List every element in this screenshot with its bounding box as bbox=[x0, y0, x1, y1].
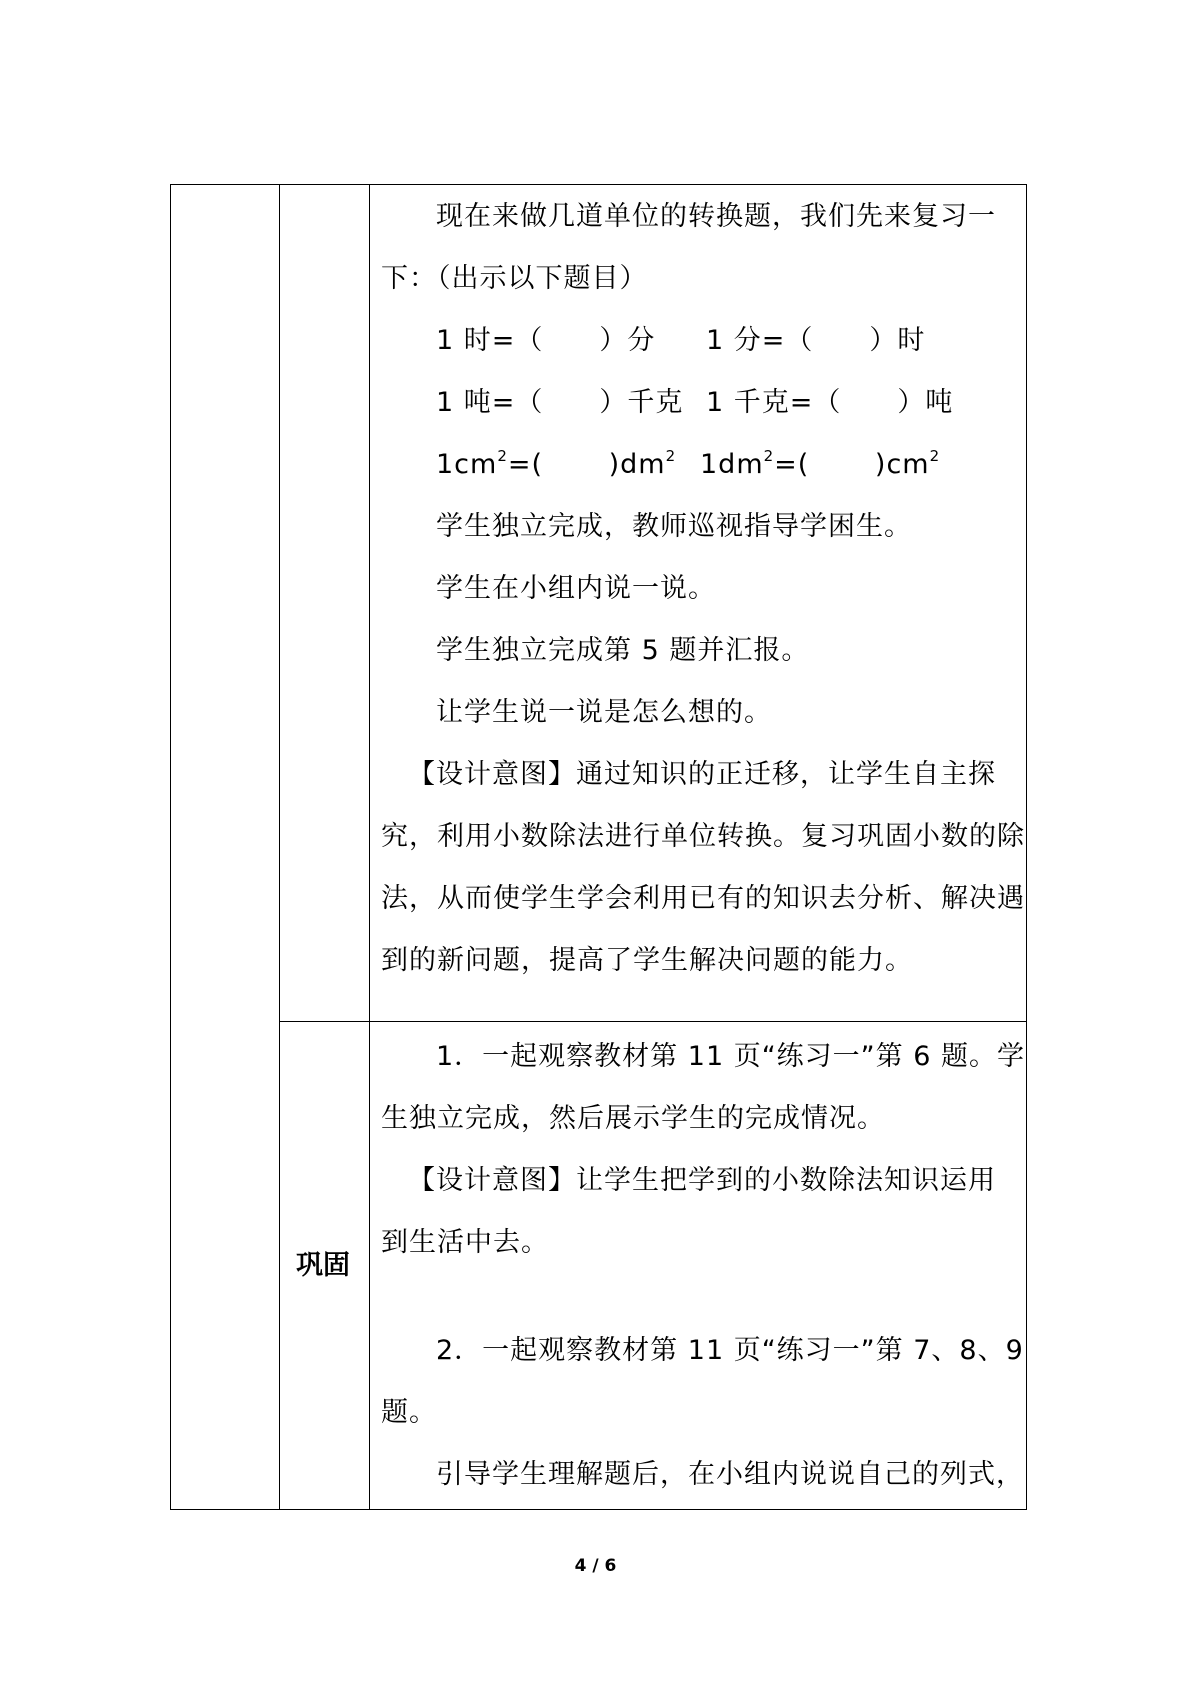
row1-text-3: 学生独立完成第 5 题并汇报。 bbox=[436, 635, 810, 666]
row1-text-1: 学生独立完成，教师巡视指导学困生。 bbox=[436, 511, 912, 542]
row1-text-6: 究，利用小数除法进行单位转换。复习巩固小数的除 bbox=[381, 821, 1025, 852]
row2-line-3: 【设计意图】让学生把学到的小数除法知识运用 bbox=[408, 1165, 996, 1196]
row1-text-2: 学生在小组内说一说。 bbox=[436, 573, 716, 604]
row1-text-8: 到的新问题，提高了学生解决问题的能力。 bbox=[381, 945, 913, 976]
row-divider bbox=[279, 1021, 1026, 1022]
row1-line-2: 下：（出示以下题目） bbox=[381, 263, 648, 294]
conversion-minute-hour: 1 分=（ ）时 bbox=[706, 325, 926, 356]
row1-text-7: 法，从而使学生学会利用已有的知识去分析、解决遇 bbox=[381, 883, 1025, 914]
row1-text-5: 【设计意图】通过知识的正迁移，让学生自主探 bbox=[408, 759, 996, 790]
row2-line-1: 1．一起观察教材第 11 页“练习一”第 6 题。学 bbox=[436, 1041, 1026, 1072]
row1-text-4: 让学生说一说是怎么想的。 bbox=[436, 697, 772, 728]
section-label-consolidate: 巩固 bbox=[296, 1250, 350, 1281]
column-divider-2 bbox=[369, 185, 370, 1509]
conversion-cm2-dm2: $1cm^2=$( )$dm^2$ bbox=[436, 447, 677, 480]
row2-line-5: 2．一起观察教材第 11 页“练习一”第 7、8、9 bbox=[436, 1335, 1024, 1366]
row2-line-6: 题。 bbox=[381, 1397, 437, 1428]
row2-line-7: 引导学生理解题后，在小组内说说自己的列式， bbox=[436, 1459, 1024, 1490]
row2-line-4: 到生活中去。 bbox=[381, 1227, 549, 1258]
page-number: 4 / 6 bbox=[574, 1556, 617, 1576]
conversion-dm2-cm2: $1dm^2=$( )$cm^2$ bbox=[700, 447, 941, 480]
conversion-kg-ton: 1 千克=（ ）吨 bbox=[706, 387, 954, 418]
column-divider-1 bbox=[279, 185, 280, 1509]
conversion-ton-kg: 1 吨=（ ）千克 bbox=[436, 387, 684, 418]
row2-line-2: 生独立完成，然后展示学生的完成情况。 bbox=[381, 1103, 885, 1134]
conversion-hour-minute: 1 时=（ ）分 bbox=[436, 325, 656, 356]
row1-line-1: 现在来做几道单位的转换题，我们先来复习一 bbox=[436, 201, 996, 232]
